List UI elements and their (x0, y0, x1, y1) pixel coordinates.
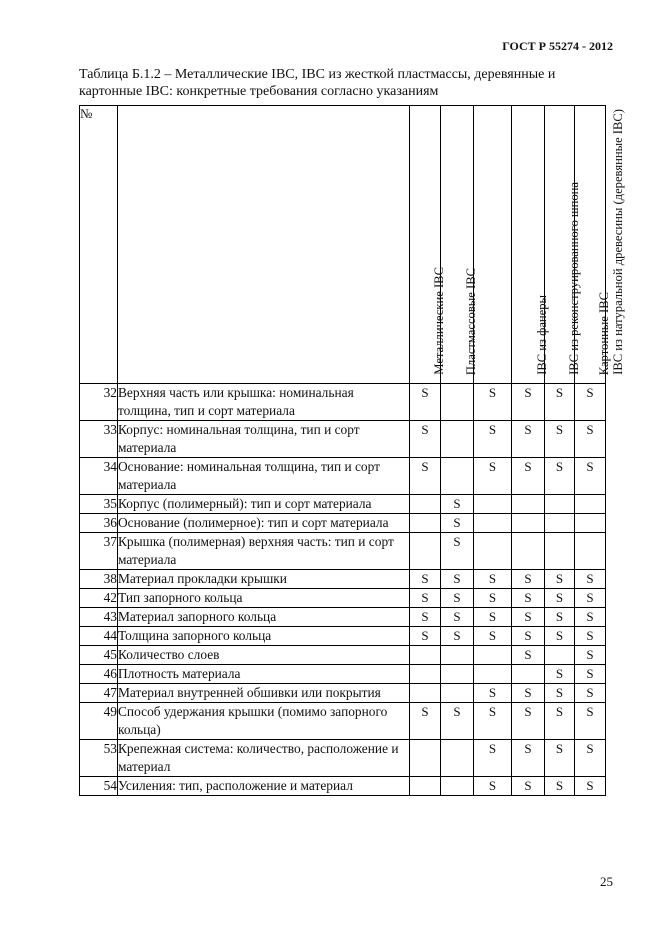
row-number: 35 (80, 495, 118, 514)
column-header-reconstituted-veneer (545, 106, 581, 384)
row-mark: S (512, 740, 545, 777)
row-mark: S (545, 458, 575, 495)
row-mark: S (545, 570, 575, 589)
row-mark: S (410, 589, 441, 608)
row-mark: S (512, 421, 545, 458)
row-mark: S (545, 608, 575, 627)
row-mark (410, 684, 441, 703)
row-mark (474, 665, 512, 684)
page-number: 25 (600, 874, 613, 889)
row-mark: S (545, 665, 575, 684)
column-header-plastic (441, 106, 478, 384)
row-mark (410, 533, 441, 570)
row-number: 32 (80, 384, 118, 421)
column-header-metal (410, 106, 446, 384)
row-mark: S (575, 421, 606, 458)
column-header-label: Металлические IBC (432, 267, 446, 375)
row-mark (410, 495, 441, 514)
table-row (80, 665, 606, 684)
table-row (80, 570, 606, 589)
table-row (80, 533, 606, 570)
row-mark: S (575, 627, 606, 646)
row-number: 43 (80, 608, 118, 627)
table-row (80, 608, 606, 627)
row-mark: S (441, 703, 474, 740)
row-requirement: Крепежная система: количество, расположение и материал (118, 740, 410, 777)
row-number: 37 (80, 533, 118, 570)
row-mark (410, 740, 441, 777)
row-mark: S (512, 589, 545, 608)
row-mark (545, 495, 575, 514)
requirements-table (79, 105, 625, 796)
row-mark: S (575, 589, 606, 608)
table-row (80, 740, 606, 777)
row-mark: S (545, 627, 575, 646)
row-mark (410, 514, 441, 533)
row-requirement: Крышка (полимерная) верхняя часть: тип и сорт материала (118, 533, 410, 570)
row-mark: S (410, 458, 441, 495)
row-mark: S (474, 608, 512, 627)
row-requirement: Материал внутренней обшивки или покрытия (118, 684, 410, 703)
row-mark: S (474, 589, 512, 608)
row-mark: S (512, 608, 545, 627)
row-mark: S (474, 384, 512, 421)
row-mark (441, 684, 474, 703)
row-mark: S (441, 570, 474, 589)
row-mark: S (575, 740, 606, 777)
row-mark: S (474, 570, 512, 589)
row-mark (474, 514, 512, 533)
row-mark (512, 533, 545, 570)
row-mark: S (512, 384, 545, 421)
row-mark: S (474, 458, 512, 495)
row-mark (410, 777, 441, 796)
column-header-label: IBC из реконструированного шпона (566, 182, 581, 375)
row-number: 47 (80, 684, 118, 703)
row-mark: S (410, 384, 441, 421)
name-column-header (118, 106, 410, 384)
row-requirement: Тип запорного кольца (118, 589, 410, 608)
row-mark: S (512, 684, 545, 703)
row-mark: S (545, 703, 575, 740)
row-number: 38 (80, 570, 118, 589)
row-mark: S (441, 627, 474, 646)
row-requirement: Корпус: номинальная толщина, тип и сорт материала (118, 421, 410, 458)
row-number: 46 (80, 665, 118, 684)
row-mark (410, 665, 441, 684)
table-row (80, 646, 606, 665)
row-requirement: Плотность материала (118, 665, 410, 684)
table-row (80, 627, 606, 646)
table-caption: Таблица Б.1.2 – Металлические IBC, IBC из жесткой пластмассы, деревянные и картонные IBC: конкретные требования согласно указаниям (79, 67, 556, 99)
document-code: ГОСТ Р 55274 - 2012 (502, 39, 613, 53)
row-mark (441, 740, 474, 777)
row-mark: S (512, 458, 545, 495)
row-mark (575, 533, 606, 570)
table-row (80, 495, 606, 514)
table-header-row (80, 106, 606, 384)
row-mark: S (441, 608, 474, 627)
number-column-header: № (80, 106, 118, 384)
row-mark (441, 384, 474, 421)
row-mark (474, 495, 512, 514)
row-mark: S (545, 384, 575, 421)
row-mark: S (410, 608, 441, 627)
row-number: 44 (80, 627, 118, 646)
row-mark (441, 646, 474, 665)
row-mark (545, 514, 575, 533)
row-mark: S (474, 703, 512, 740)
row-requirement: Верхняя часть или крышка: номинальная толщина, тип и сорт материала (118, 384, 410, 421)
table-row (80, 514, 606, 533)
row-mark: S (474, 684, 512, 703)
row-mark: S (410, 421, 441, 458)
row-mark: S (512, 627, 545, 646)
row-number: 54 (80, 777, 118, 796)
table-row (80, 384, 606, 421)
row-mark (512, 665, 545, 684)
row-number: 36 (80, 514, 118, 533)
table-body (80, 384, 606, 796)
column-header-cardboard (575, 106, 611, 384)
table-row (80, 589, 606, 608)
row-requirement: Материал прокладки крышки (118, 570, 410, 589)
row-mark (474, 646, 512, 665)
row-mark: S (575, 608, 606, 627)
row-mark (575, 514, 606, 533)
row-mark: S (575, 384, 606, 421)
row-number: 42 (80, 589, 118, 608)
row-mark: S (575, 777, 606, 796)
row-mark: S (575, 570, 606, 589)
row-mark (441, 665, 474, 684)
row-requirement: Корпус (полимерный): тип и сорт материала (118, 495, 410, 514)
row-mark: S (474, 421, 512, 458)
row-mark: S (545, 777, 575, 796)
row-mark (441, 458, 474, 495)
row-mark (512, 495, 545, 514)
row-mark (575, 495, 606, 514)
column-header-label: IBC из фанеры (535, 295, 549, 375)
row-mark: S (441, 514, 474, 533)
table-row (80, 458, 606, 495)
row-number: 33 (80, 421, 118, 458)
row-mark: S (512, 570, 545, 589)
row-requirement: Способ удержания крышки (помимо запорного кольца) (118, 703, 410, 740)
row-mark: S (512, 777, 545, 796)
row-mark: S (575, 684, 606, 703)
row-mark: S (441, 533, 474, 570)
row-mark (545, 533, 575, 570)
row-requirement: Толщина запорного кольца (118, 627, 410, 646)
row-mark: S (474, 777, 512, 796)
row-mark (441, 421, 474, 458)
row-mark: S (575, 665, 606, 684)
row-mark: S (575, 646, 606, 665)
column-header-plywood (512, 106, 549, 384)
row-mark: S (512, 646, 545, 665)
row-mark (545, 646, 575, 665)
row-mark (512, 514, 545, 533)
row-mark: S (410, 627, 441, 646)
row-mark: S (410, 570, 441, 589)
table-row (80, 421, 606, 458)
row-requirement: Количество слоев (118, 646, 410, 665)
table-row (80, 703, 606, 740)
table-row (80, 684, 606, 703)
table-row (80, 777, 606, 796)
row-mark: S (410, 703, 441, 740)
row-mark (410, 646, 441, 665)
row-mark (441, 777, 474, 796)
row-mark: S (545, 589, 575, 608)
row-requirement: Основание: номинальная толщина, тип и сорт материала (118, 458, 410, 495)
row-mark: S (545, 740, 575, 777)
row-mark: S (441, 589, 474, 608)
row-mark (474, 533, 512, 570)
row-requirement: Основание (полимерное): тип и сорт материала (118, 514, 410, 533)
row-number: 34 (80, 458, 118, 495)
column-header-label: Пластмассовые IBC (464, 267, 478, 375)
row-mark: S (441, 495, 474, 514)
row-requirement: Материал запорного кольца (118, 608, 410, 627)
column-header-label: Картонные IBC (597, 291, 611, 375)
column-header-label: IBC из натуральной древесины (деревянные IBC) (610, 109, 625, 375)
row-mark: S (545, 684, 575, 703)
row-number: 49 (80, 703, 118, 740)
row-requirement: Усиления: тип, расположение и материал (118, 777, 410, 796)
row-mark: S (575, 458, 606, 495)
row-number: 53 (80, 740, 118, 777)
row-mark: S (474, 627, 512, 646)
row-mark: S (512, 703, 545, 740)
row-number: 45 (80, 646, 118, 665)
row-mark: S (474, 740, 512, 777)
row-mark: S (545, 421, 575, 458)
row-mark: S (575, 703, 606, 740)
